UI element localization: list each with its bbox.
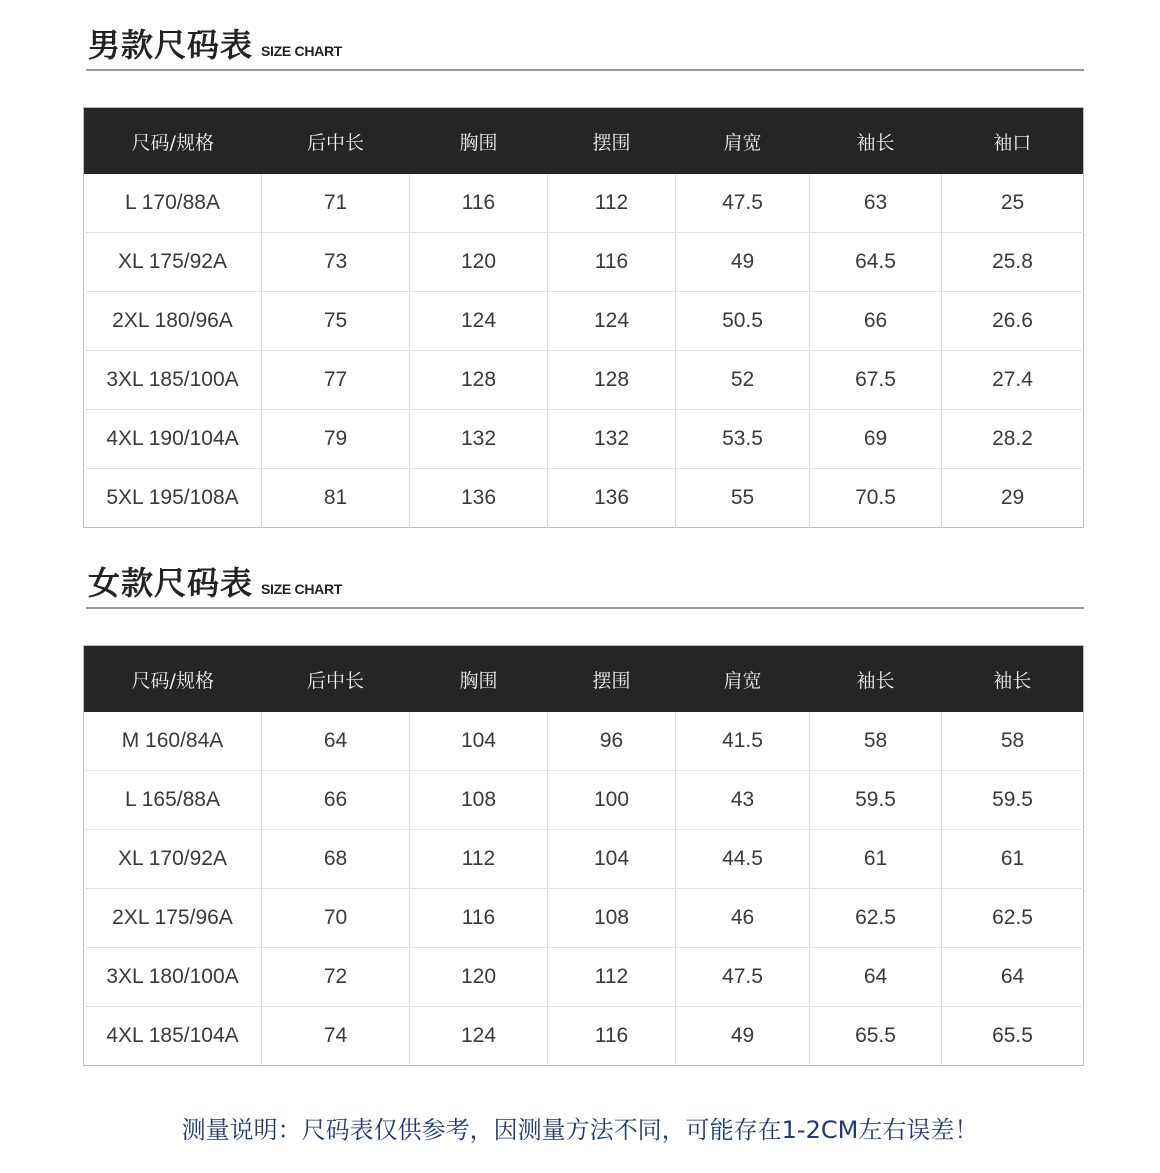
table-row — [84, 469, 1084, 528]
measurement-cell: 73 — [262, 233, 410, 292]
measurement-cell: 65.5 — [992, 1024, 1033, 1047]
header-cell: 袖长 — [942, 646, 1084, 713]
table-row — [84, 830, 1084, 889]
measurement-cell: 128 — [410, 351, 548, 410]
measurement-cell: 59.5 — [942, 771, 1084, 830]
measurement-cell: 116 — [410, 889, 548, 948]
header-cell: 肩宽 — [676, 646, 810, 713]
measurement-cell: 112 — [548, 174, 676, 233]
measurement-cell: 64 — [810, 948, 942, 1007]
measurement-cell: 46 — [676, 889, 810, 948]
measurement-cell: 64.5 — [810, 233, 942, 292]
measurement-cell: 104 — [548, 830, 676, 889]
measurement-cell: 104 — [410, 712, 548, 771]
table-row — [84, 771, 1084, 830]
measurement-cell: 64 — [262, 712, 410, 771]
men-size-table — [83, 107, 1084, 528]
measurement-cell: 112 — [548, 948, 676, 1007]
measurement-cell: 41.5 — [676, 712, 810, 771]
table-row — [84, 410, 1084, 469]
measurement-cell: 116 — [410, 174, 548, 233]
table-row — [84, 1007, 1084, 1066]
size-spec-cell: L 165/88A — [84, 771, 262, 830]
header-cell: 袖长 — [810, 646, 942, 713]
measurement-cell: 61 — [810, 830, 942, 889]
table-row — [84, 351, 1084, 410]
header-cell: 尺码/规格 — [84, 646, 262, 713]
measurement-cell: 128 — [548, 351, 676, 410]
table-row — [84, 889, 1084, 948]
measurement-cell: 63 — [810, 174, 942, 233]
men-header-row — [84, 108, 1084, 175]
measurement-note: 测量说明：尺码表仅供参考，因测量方法不同，可能存在1-2CM左右误差！ — [181, 1116, 979, 1144]
measurement-cell: 79 — [262, 410, 410, 469]
measurement-cell: 68 — [262, 830, 410, 889]
men-title-divider — [86, 69, 1084, 71]
measurement-cell: 69 — [810, 410, 942, 469]
measurement-cell: 58 — [942, 712, 1084, 771]
measurement-cell: 66 — [262, 771, 410, 830]
measurement-cell: 64 — [942, 948, 1084, 1007]
header-cell: 摆围 — [548, 108, 676, 175]
measurement-cell: 136 — [410, 469, 548, 528]
size-spec-cell: 3XL 185/100A — [84, 351, 262, 410]
measurement-cell: 50.5 — [676, 292, 810, 351]
women-table-body — [84, 712, 1084, 1066]
header-cell: 尺码/规格 — [84, 108, 262, 175]
measurement-cell: 25 — [942, 174, 1084, 233]
men-title: 男款尺码表 — [88, 26, 254, 64]
header-cell: 袖长 — [810, 108, 942, 175]
table-row — [84, 948, 1084, 1007]
measurement-cell: 52 — [676, 351, 810, 410]
measurement-cell: 43 — [676, 771, 810, 830]
men-table-body — [84, 174, 1084, 528]
measurement-cell: 65.5 — [810, 1007, 942, 1066]
measurement-cell: 26.6 — [942, 292, 1084, 351]
size-spec-cell: 4XL 185/104A — [84, 1007, 262, 1066]
measurement-cell: 77 — [262, 351, 410, 410]
measurement-cell: 59.5 — [810, 771, 942, 830]
measurement-cell: 100 — [548, 771, 676, 830]
measurement-cell: 124 — [548, 292, 676, 351]
measurement-cell: 108 — [410, 771, 548, 830]
table-row — [84, 174, 1084, 233]
men-section-title — [88, 20, 342, 66]
measurement-cell: 136 — [548, 469, 676, 528]
measurement-cell: 74 — [262, 1007, 410, 1066]
measurement-cell: 132 — [410, 410, 548, 469]
women-subtitle: SIZE CHART — [261, 581, 343, 597]
measurement-cell: 49 — [676, 1007, 810, 1066]
header-cell: 肩宽 — [676, 108, 810, 175]
measurement-cell: 71 — [262, 174, 410, 233]
women-size-table — [83, 645, 1084, 1066]
header-cell: 后中长 — [262, 646, 410, 713]
measurement-cell: 25.8 — [942, 233, 1084, 292]
measurement-cell: 96 — [548, 712, 676, 771]
measurement-cell: 70.5 — [810, 469, 942, 528]
measurement-cell: 70 — [262, 889, 410, 948]
measurement-cell: 116 — [548, 1007, 676, 1066]
table-row — [84, 233, 1084, 292]
size-spec-cell: 3XL 180/100A — [84, 948, 262, 1007]
size-spec-cell: 2XL 180/96A — [84, 292, 262, 351]
measurement-cell: 29 — [1000, 486, 1025, 509]
header-cell: 胸围 — [410, 646, 548, 713]
size-spec-cell: L 170/88A — [84, 174, 262, 233]
measurement-cell: 47.5 — [676, 948, 810, 1007]
header-cell: 后中长 — [262, 108, 410, 175]
measurement-cell: 112 — [410, 830, 548, 889]
table-row — [84, 292, 1084, 351]
header-cell: 胸围 — [410, 108, 548, 175]
measurement-cell: 61 — [942, 830, 1084, 889]
size-spec-cell: XL 170/92A — [84, 830, 262, 889]
size-spec-cell: XL 175/92A — [84, 233, 262, 292]
header-cell: 袖口 — [942, 108, 1084, 175]
women-title-divider — [86, 607, 1084, 609]
size-spec-cell: 5XL 195/108A — [84, 469, 262, 528]
measurement-cell: 55 — [676, 469, 810, 528]
header-cell: 摆围 — [548, 646, 676, 713]
women-title: 女款尺码表 — [88, 564, 254, 602]
table-row — [84, 712, 1084, 771]
measurement-cell: 58 — [810, 712, 942, 771]
measurement-cell: 120 — [410, 948, 548, 1007]
measurement-cell: 47.5 — [676, 174, 810, 233]
measurement-cell: 62.5 — [810, 889, 942, 948]
measurement-cell: 124 — [410, 1007, 548, 1066]
size-spec-cell: 4XL 190/104A — [84, 410, 262, 469]
measurement-cell: 72 — [262, 948, 410, 1007]
measurement-cell: 62.5 — [942, 889, 1084, 948]
measurement-cell: 49 — [676, 233, 810, 292]
measurement-cell: 116 — [548, 233, 676, 292]
measurement-cell: 120 — [410, 233, 548, 292]
measurement-cell: 66 — [810, 292, 942, 351]
measurement-cell: 27.4 — [942, 351, 1084, 410]
measurement-cell: 53.5 — [676, 410, 810, 469]
measurement-cell: 75 — [262, 292, 410, 351]
size-spec-cell: M 160/84A — [84, 712, 262, 771]
size-spec-cell: 2XL 175/96A — [84, 889, 262, 948]
measurement-cell: 132 — [548, 410, 676, 469]
measurement-cell: 81 — [262, 469, 410, 528]
women-section-title — [88, 558, 342, 604]
measurement-cell: 44.5 — [676, 830, 810, 889]
measurement-cell: 124 — [410, 292, 548, 351]
men-subtitle: SIZE CHART — [261, 43, 343, 59]
women-header-row — [84, 646, 1084, 713]
measurement-cell: 67.5 — [810, 351, 942, 410]
measurement-cell: 28.2 — [942, 410, 1084, 469]
measurement-cell: 108 — [548, 889, 676, 948]
